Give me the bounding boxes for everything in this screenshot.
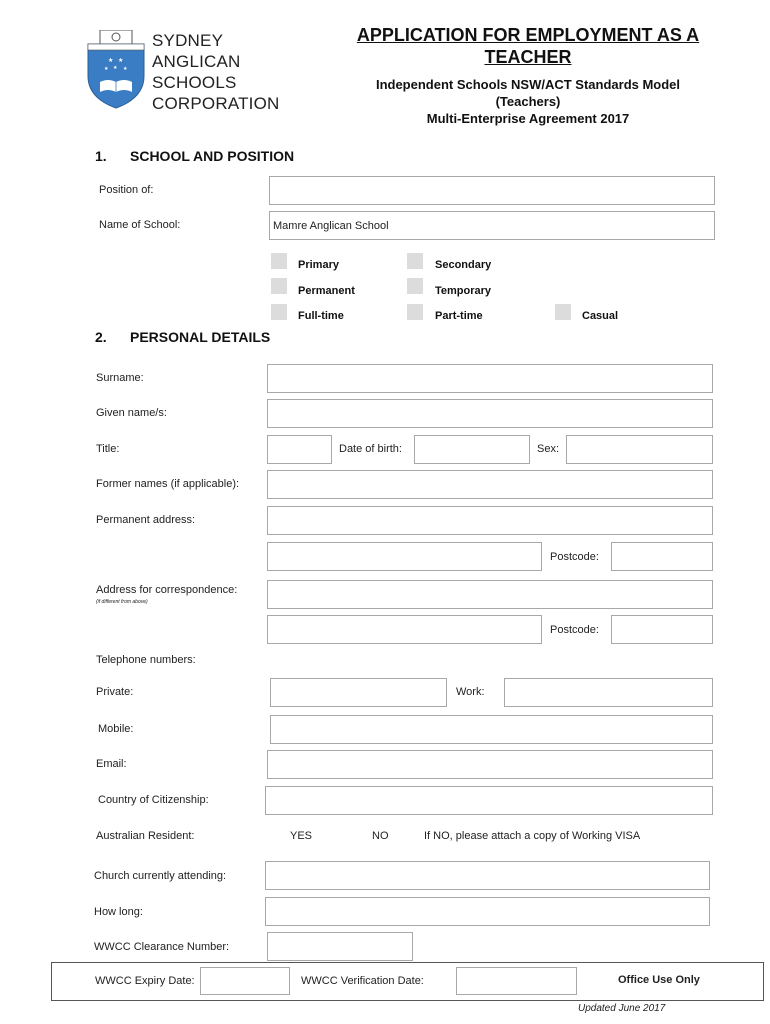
section-2-title: PERSONAL DETAILS <box>130 329 271 345</box>
permanent-label: Permanent <box>298 285 355 297</box>
visa-note: If NO, please attach a copy of Working VISA <box>424 830 641 842</box>
svg-text:★: ★ <box>123 66 128 72</box>
resident-no-option[interactable]: NO <box>372 830 389 842</box>
given-name-field[interactable] <box>267 399 713 428</box>
former-names-field[interactable] <box>267 470 713 499</box>
permanent-postcode-field[interactable] <box>611 542 713 571</box>
title-label: Title: <box>96 443 120 455</box>
position-field[interactable] <box>269 176 715 205</box>
wwcc-expiry-field[interactable] <box>200 967 290 995</box>
work-phone-field[interactable] <box>504 678 713 707</box>
permanent-checkbox[interactable] <box>271 278 287 294</box>
sex-field[interactable] <box>566 435 713 464</box>
postcode-label: Postcode: <box>550 551 599 563</box>
permanent-address-label: Permanent address: <box>96 514 196 526</box>
svg-text:★: ★ <box>113 65 118 71</box>
private-phone-label: Private: <box>96 686 134 698</box>
logo-line-1: SYDNEY <box>152 31 224 50</box>
citizenship-label: Country of Citizenship: <box>98 794 209 806</box>
mobile-field[interactable] <box>270 715 713 744</box>
fulltime-label: Full-time <box>298 310 344 322</box>
school-label: Name of School: <box>99 219 181 231</box>
how-long-field[interactable] <box>265 897 710 926</box>
crest-icon <box>86 30 146 110</box>
section-2-number: 2. <box>95 329 107 345</box>
resident-label: Australian Resident: <box>96 830 195 842</box>
wwcc-number-label: WWCC Clearance Number: <box>94 941 230 953</box>
temporary-label: Temporary <box>435 285 492 297</box>
telephone-label: Telephone numbers: <box>96 654 196 666</box>
office-use-label: Office Use Only <box>618 974 700 986</box>
private-phone-field[interactable] <box>270 678 447 707</box>
svg-text:★: ★ <box>118 57 124 64</box>
primary-label: Primary <box>298 259 339 271</box>
correspondence-postcode-field[interactable] <box>611 615 713 644</box>
wwcc-verification-field[interactable] <box>456 967 577 995</box>
correspondence-address-field[interactable] <box>267 580 713 609</box>
primary-checkbox[interactable] <box>271 253 287 269</box>
title-field[interactable] <box>267 435 332 464</box>
resident-yes-option[interactable]: YES <box>290 830 313 842</box>
logo-line-2: ANGLICAN <box>152 52 241 71</box>
correspondence-address-line-2[interactable] <box>267 615 542 644</box>
title-line-2: TEACHER <box>484 47 572 67</box>
how-long-label: How long: <box>94 906 143 918</box>
logo-line-3: SCHOOLS <box>152 73 237 92</box>
dob-field[interactable] <box>414 435 530 464</box>
email-field[interactable] <box>267 750 713 779</box>
svg-text:★: ★ <box>108 57 114 64</box>
svg-text:★: ★ <box>104 66 109 72</box>
work-phone-label: Work: <box>456 686 485 698</box>
sex-label: Sex: <box>537 443 560 455</box>
parttime-checkbox[interactable] <box>407 304 423 320</box>
section-1-number: 1. <box>95 148 107 164</box>
wwcc-verification-label: WWCC Verification Date: <box>301 975 424 987</box>
subtitle-line-1: Independent Schools NSW/ACT Standards Model <box>375 77 681 92</box>
logo <box>86 30 146 110</box>
logo-line-4: CORPORATION <box>152 94 280 113</box>
temporary-checkbox[interactable] <box>407 278 423 294</box>
dob-label: Date of birth: <box>339 443 402 455</box>
wwcc-number-field[interactable] <box>267 932 413 961</box>
correspondence-postcode-label: Postcode: <box>550 624 599 636</box>
surname-field[interactable] <box>267 364 713 393</box>
subtitle-line-3: Multi-Enterprise Agreement 2017 <box>426 111 630 126</box>
permanent-address-line-2[interactable] <box>267 542 542 571</box>
given-name-label: Given name/s: <box>96 407 167 419</box>
position-label: Position of: <box>99 184 154 196</box>
updated-date: Updated June 2017 <box>578 1003 666 1014</box>
email-label: Email: <box>96 758 127 770</box>
casual-label: Casual <box>582 310 619 322</box>
permanent-address-field[interactable] <box>267 506 713 535</box>
surname-label: Surname: <box>96 372 144 384</box>
section-1-title: SCHOOL AND POSITION <box>130 148 295 164</box>
secondary-label: Secondary <box>435 259 492 271</box>
secondary-checkbox[interactable] <box>407 253 423 269</box>
church-label: Church currently attending: <box>94 870 227 882</box>
school-field[interactable]: Mamre Anglican School <box>269 211 715 240</box>
mobile-label: Mobile: <box>98 723 134 735</box>
correspondence-address-note: (if different from above) <box>96 599 148 605</box>
subtitle-line-2: (Teachers) <box>495 94 561 109</box>
correspondence-address-label: Address for correspondence: <box>96 584 238 596</box>
casual-checkbox[interactable] <box>555 304 571 320</box>
fulltime-checkbox[interactable] <box>271 304 287 320</box>
title-line-1: APPLICATION FOR EMPLOYMENT AS A <box>356 25 700 45</box>
citizenship-field[interactable] <box>265 786 713 815</box>
former-names-label: Former names (if applicable): <box>96 478 240 490</box>
wwcc-expiry-label: WWCC Expiry Date: <box>95 975 195 987</box>
church-field[interactable] <box>265 861 710 890</box>
parttime-label: Part-time <box>435 310 483 322</box>
